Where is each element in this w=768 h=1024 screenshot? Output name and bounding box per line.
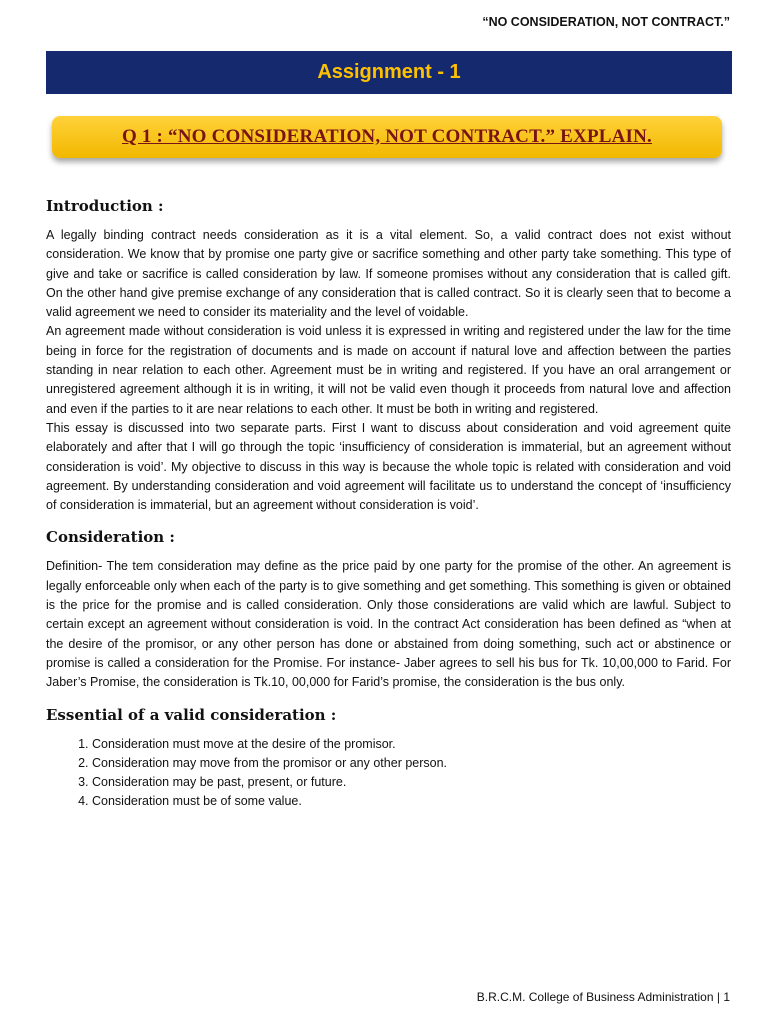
list-item: 4. Consideration must be of some value. — [92, 792, 731, 811]
list-item: 2. Consideration may move from the promisor or any other person. — [92, 754, 731, 773]
introduction-paragraph-1: A legally binding contract needs consideration as it is a vital element. So, a valid contract does not exist without consideration. We know that by promise one party give or sacrifice something and other party take something. This type of give and take or sacrifice is called consideration by law. If someone promises without any consideration that is called gift. On the other hand give premise exchange of any consideration that is called contract. So it is clearly seen that to become a valid agreement we need to consider its materiality and the level of voidable. — [46, 228, 731, 320]
essentials-heading: Essential of a valid consideration : — [46, 705, 337, 724]
list-item: 3. Consideration may be past, present, or future. — [92, 773, 731, 792]
list-item: 1. Consideration must move at the desire of the promisor. — [92, 735, 731, 754]
page-footer: B.R.C.M. College of Business Administration | 1 — [476, 990, 730, 1004]
question-box — [52, 116, 722, 158]
essentials-list — [46, 735, 731, 812]
question-text: Q 1 : “NO CONSIDERATION, NOT CONTRACT.” EXPLAIN. — [121, 126, 653, 147]
consideration-paragraph: Definition- The tem consideration may define as the price paid by one party for the promise of the other. An agreement is legally enforceable only when each of the party is to give something and get something. This something is given or obtained is the price for the promise and is called consideration. Only those considerations are valid which are lawful. Subject to certain except an agreement without consideration is void. In the contract Act consideration has been defined as “when at the desire of the promisor, or any other person has done or abstained from doing something, such act or abstinence or promise is called a consideration for the Promise. For instance- Jaber agrees to sell his bus for Tk. 10,00,000 to Farid. For Jaber’s Promise, the consideration is Tk.10, 00,000 for Farid’s promise, the consideration is the bus only. — [46, 559, 731, 690]
assignment-title: Assignment - 1 — [317, 61, 461, 83]
essentials-section — [46, 706, 731, 812]
assignment-banner — [46, 51, 732, 94]
introduction-paragraph-2: An agreement made without consideration is void unless it is expressed in writing and registered under the law for the time being in force for the registration of documents and is made on account if natural love and affection between the parties standing in near relation to each other. Agreement must be in writing and registered. If you have an oral arrangement or unregistered agreement although it is in writing, it will not be valid even though it proceeds from natural love and affection and even if the parties to it are near relations to each other. It must be both in writing and registered. — [46, 324, 731, 416]
running-header: “NO CONSIDERATION, NOT CONTRACT.” — [482, 15, 730, 29]
consideration-heading: Consideration : — [46, 528, 175, 547]
document-body — [46, 197, 731, 812]
introduction-section — [46, 197, 731, 515]
introduction-paragraph-3: This essay is discussed into two separate parts. First I want to discuss about consideration and void agreement quite elaborately and after that I will go through the topic ‘insufficiency of consideration is immaterial, but an agreement without consideration is void’. My objective to discuss in this way is because the whole topic is related with consideration and void agreement. By understanding consideration and void agreement will facilitate us to understand the concept of ‘insufficiency of consideration is immaterial, but an agreement without consideration is void’. — [46, 420, 731, 513]
introduction-heading: Introduction : — [46, 197, 164, 215]
consideration-section — [46, 528, 731, 692]
